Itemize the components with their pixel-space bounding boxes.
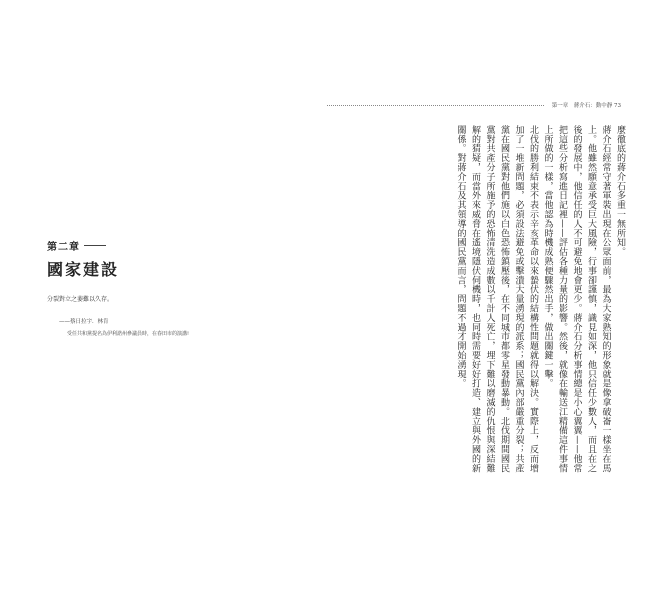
header-rule [327,105,544,106]
running-header [327,100,621,110]
epigraph: 分裂對立之萎難以久存。 [47,296,114,303]
right-page [327,0,655,609]
body-paragraph-3: 北伐的勝利結束不表示辛亥革命以來蟄伏的結構性問題就得以解決。實際上，反而增加了一堆新問題，必須設法避免或擊潰大量湧現的派系；國民黨內部嚴重分裂；共產黨在國民黨對他們施以白色恐怖鎮壓後，在不同城市都零星發動暴動。北伐期間國民黨對共產分子所施予的恐怖清洗造成數以千計人死亡，埋下難以磨滅的仇恨與深結難解的猜疑，而當外來威脅在遙境隱伏伺機時，也同時需要好好打造、建立與外國的新關係。對蔣介石及其領導的國民黨而言，問題不過才開始湧現。 [455,125,538,473]
epigraph-attribution: ——蔡日拉宇．林肯 [59,319,109,325]
body-paragraph-2: 蔣介石經常守著軍裝出現在公眾面前，最為大家熟知的形象就是像拿破崙一樣坐在馬上。他雖然願意承受巨大風險，行事卻謹慎，識見如深，他只信任少數人，而且在之後的發展中，他信任的人不可避免地會更少。蔣介石分析事情總是小心翼翼——他常把這些分析寫進日記裡——評估各種力量的影響。然後，就像在輸送江精備這件事情上所做的一樣，當他認為時機成熟便驟然出手，做出關鍵一擊。 [542,125,611,473]
body-text [455,125,627,475]
chapter-rule [84,245,106,246]
epigraph-attribution-note: 受任共和黨提名為伊利諾州參議員時，在春田市的演講! [67,331,190,337]
chapter-number: 第二章 [47,242,80,253]
left-page [0,0,327,609]
chapter-title: 國家建設 [47,260,120,279]
chapter-label [47,238,106,253]
body-paragraph-1: 麼徹底的蔣介石多重一無所知。 [615,125,625,257]
running-header-text: 第一章 蔣介石：動中靜 73 [551,103,621,109]
